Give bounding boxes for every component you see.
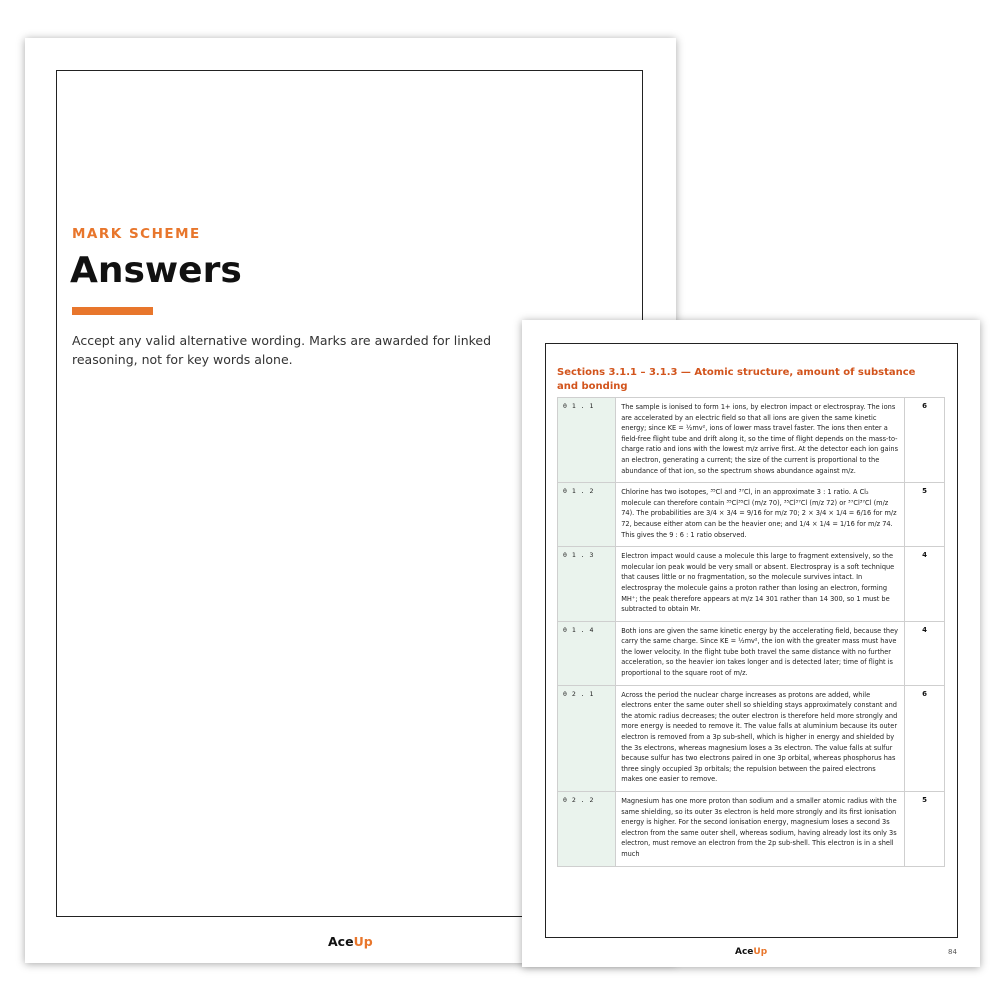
- cover-title: Answers: [70, 250, 242, 291]
- answer-text: Electron impact would cause a molecule this large to fragment extensively, so the molecular ion peak would be very small or absent. Electrospray is a soft technique that causes little or no fragmentation, so the molecule survives intact. In electrospray the molecule gains a proton rather than losing an electron, forming MH⁺; the peak therefore appears at m/z 14 301 rather than 14 300, so 1 must be subtracted to obtain Mr.: [616, 547, 905, 622]
- marks-value: 4: [905, 547, 945, 622]
- answer-text: Chlorine has two isotopes, ³⁵Cl and ³⁷Cl, in an approximate 3 : 1 ratio. A Cl₂ molecule can therefore contain ³⁵Cl³⁵Cl (m/z 70), ³⁵Cl³⁷Cl (m/z 72) or ³⁷Cl³⁷Cl (m/z 74). The probabilities are 3/4 × 3/4 = 9/16 for m/z 70; 2 × 3/4 × 1/4 = 6/16 for m/z 72, because either atom can be the heavier one; and 1/4 × 1/4 = 1/16 for m/z 74. This gives the 9 : 6 : 1 ratio observed.: [616, 483, 905, 547]
- logo-ace: Ace: [735, 947, 754, 957]
- table-row: [558, 398, 945, 483]
- table-row: [558, 483, 945, 547]
- question-number: 0 1 . 2: [558, 483, 616, 547]
- page-number: 84: [948, 948, 957, 956]
- aceup-logo-footer: [735, 947, 767, 957]
- logo-up: Up: [753, 947, 768, 957]
- question-number: 0 2 . 1: [558, 685, 616, 791]
- answer-text: Both ions are given the same kinetic energy by the accelerating field, because they carry the same charge. Since KE = ½mv², the ion with the greater mass must have the lower velocity. In the flight tube both travel the same distance with no further acceleration, so the heavier ion takes longer and is detected later; time of flight is proportional to the square root of m/z.: [616, 621, 905, 685]
- section-title: Sections 3.1.1 – 3.1.3 — Atomic structure, amount of substance and bonding: [557, 367, 916, 392]
- marks-value: 5: [905, 792, 945, 867]
- cover-eyebrow: MARK SCHEME: [72, 226, 201, 242]
- cover-intro: Accept any valid alternative wording. Marks are awarded for linked reasoning, not for key words alone.: [72, 333, 492, 367]
- table-row: [558, 792, 945, 867]
- question-number: 0 1 . 1: [558, 398, 616, 483]
- answer-page: [522, 320, 980, 967]
- logo-up: Up: [353, 934, 373, 949]
- question-number: 0 1 . 3: [558, 547, 616, 622]
- aceup-logo: [328, 934, 373, 949]
- mark-scheme-table: [557, 397, 945, 867]
- accent-bar: [72, 307, 153, 315]
- marks-value: 6: [905, 685, 945, 791]
- answer-text: The sample is ionised to form 1+ ions, by electron impact or electrospray. The ions are accelerated by an electric field so that all ions are given the same kinetic energy; since KE = ½mv², ions of lower mass travel faster. The ions then enter a field-free flight tube and drift along it, so the time of flight depends on the mass-to-charge ratio and ions with the lowest m/z arrive first. At the detector each ion gains an electron, generating a current; the size of the current is proportional to the abundance of that ion, so the spectrum shows abundance against m/z.: [616, 398, 905, 483]
- marks-value: 5: [905, 483, 945, 547]
- answers-table-wrapper: [557, 397, 945, 927]
- marks-value: 6: [905, 398, 945, 483]
- question-number: 0 2 . 2: [558, 792, 616, 867]
- table-row: [558, 685, 945, 791]
- marks-value: 4: [905, 621, 945, 685]
- logo-ace: Ace: [328, 934, 354, 949]
- table-row: [558, 621, 945, 685]
- question-number: 0 1 . 4: [558, 621, 616, 685]
- answer-text: Magnesium has one more proton than sodium and a smaller atomic radius with the same shielding, so its outer 3s electron is held more strongly and its first ionisation energy is higher. For the second ionisation energy, magnesium loses a second 3s electron from the same outer shell, whereas sodium, having already lost its only 3s electron, must remove an electron from the 2p sub-shell. This electron is in a shell much: [616, 792, 905, 867]
- answer-text: Across the period the nuclear charge increases as protons are added, while electrons enter the same outer shell so shielding stays approximately constant and the atomic radius decreases; the outer electron is therefore held more strongly and more energy is needed to remove it. The value falls at aluminium because its outer electron is removed from a 3p sub-shell, which is higher in energy and shielded by the 3s electrons, whereas magnesium loses a 3s electron. The value falls at sulfur because sulfur has two electrons paired in one 3p orbital, whereas phosphorus has three singly occupied 3p orbitals; the repulsion between the paired electrons makes one easier to remove.: [616, 685, 905, 791]
- table-row: [558, 547, 945, 622]
